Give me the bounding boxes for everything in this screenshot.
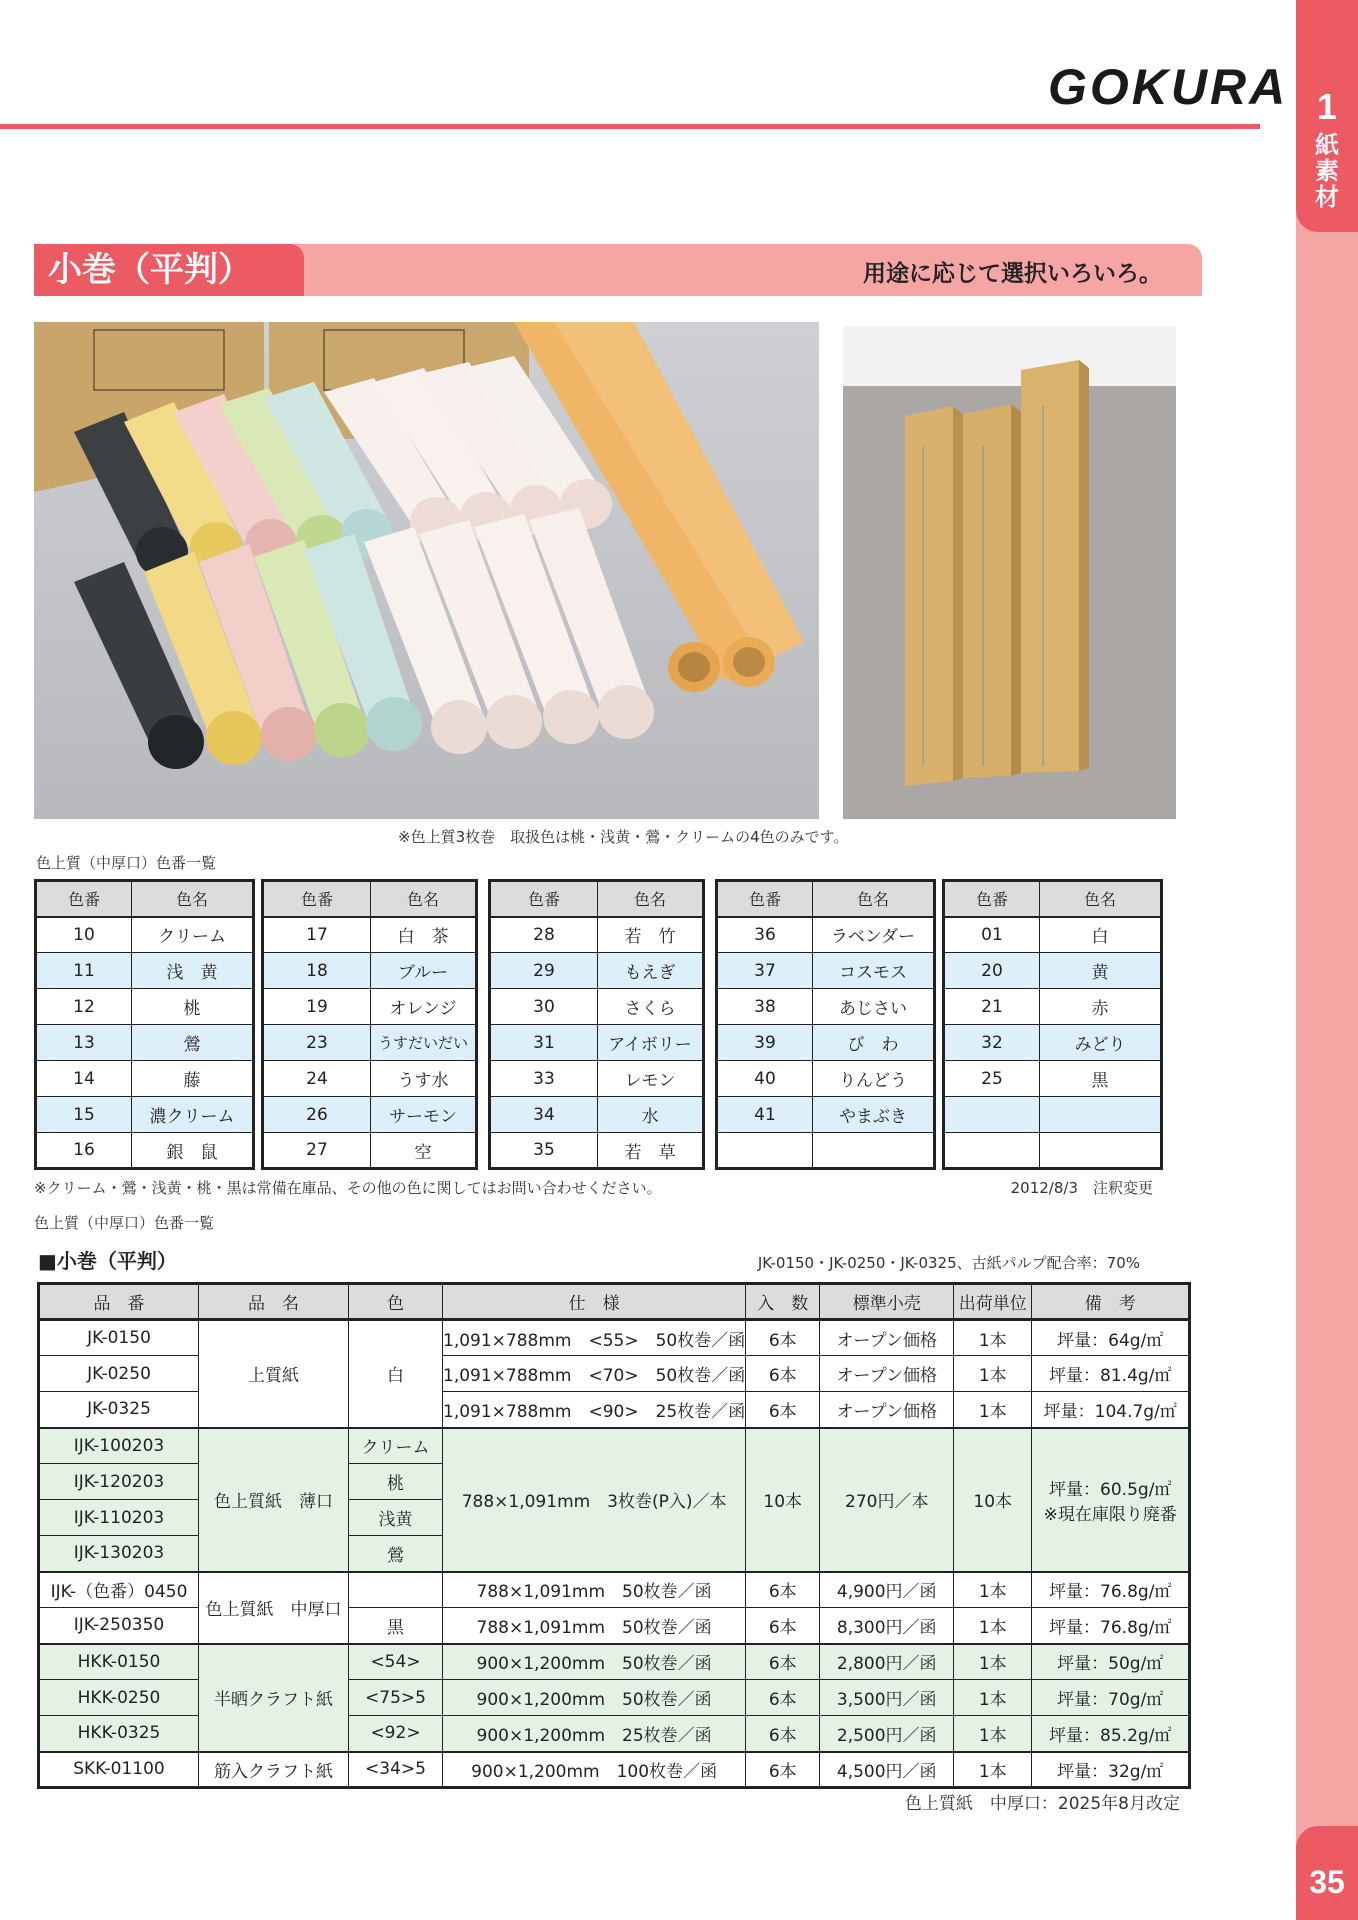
product-color: <92> xyxy=(349,1716,443,1752)
header-spec: 仕 様 xyxy=(443,1284,746,1320)
color-name: オレンジ xyxy=(371,989,477,1025)
product-remark: 坪量：81.4g/㎡ xyxy=(1032,1356,1190,1392)
product-qty: 6本 xyxy=(746,1320,820,1356)
product-unit: 1本 xyxy=(954,1608,1032,1644)
color-name: 白 xyxy=(1040,917,1162,953)
color-no: 39 xyxy=(717,1025,813,1061)
product-remark: 坪量：70g/㎡ xyxy=(1032,1680,1190,1716)
color-no xyxy=(944,1097,1040,1133)
header-color-name: 色名 xyxy=(132,881,254,917)
section-subtitle: 用途に応じて選択いろいろ。 xyxy=(863,261,1162,287)
color-name: さくら xyxy=(598,989,704,1025)
product-qty: 6本 xyxy=(746,1680,820,1716)
color-no: 36 xyxy=(717,917,813,953)
color-no: 14 xyxy=(36,1061,132,1097)
product-remark: 坪量：50g/㎡ xyxy=(1032,1644,1190,1680)
color-name: び わ xyxy=(813,1025,935,1061)
tube-boxes-photo xyxy=(843,326,1176,819)
product-qty: 10本 xyxy=(746,1428,820,1572)
color-no: 29 xyxy=(490,953,598,989)
product-name: 上質紙 xyxy=(199,1320,349,1428)
product-remark: 坪量：76.8g/㎡ xyxy=(1032,1608,1190,1644)
product-code: IJK-130203 xyxy=(39,1536,199,1572)
color-no: 25 xyxy=(944,1061,1040,1097)
color-name: みどり xyxy=(1040,1025,1162,1061)
product-price: 3,500円／函 xyxy=(820,1680,954,1716)
product-unit: 1本 xyxy=(954,1392,1032,1428)
color-table-3 xyxy=(488,879,705,1170)
color-name: 浅 黄 xyxy=(132,953,254,989)
product-unit: 1本 xyxy=(954,1752,1032,1788)
color-name xyxy=(813,1133,935,1169)
product-spec: 1,091×788mm <55> 50枚巻／函 xyxy=(443,1320,746,1356)
header-color-no: 色番 xyxy=(263,881,371,917)
color-name: 黒 xyxy=(1040,1061,1162,1097)
product-color xyxy=(349,1572,443,1608)
color-no: 26 xyxy=(263,1097,371,1133)
color-no: 30 xyxy=(490,989,598,1025)
color-name: 桃 xyxy=(132,989,254,1025)
product-spec: 1,091×788mm <70> 50枚巻／函 xyxy=(443,1356,746,1392)
header-color-no: 色番 xyxy=(490,881,598,917)
color-name: 藤 xyxy=(132,1061,254,1097)
product-spec: 900×1,200mm 25枚巻／函 xyxy=(443,1716,746,1752)
product-qty: 6本 xyxy=(746,1608,820,1644)
color-list-label: 色上質（中厚口）色番一覧 xyxy=(36,854,217,872)
color-name: 鶯 xyxy=(132,1025,254,1061)
section-title: 小巻（平判） xyxy=(34,244,304,296)
product-code: HKK-0325 xyxy=(39,1716,199,1752)
product-qty: 6本 xyxy=(746,1716,820,1752)
color-table-5 xyxy=(942,879,1163,1170)
color-table-2 xyxy=(261,879,478,1170)
stock-note-date: 2012/8/3 注釈変更 xyxy=(1010,1179,1153,1197)
product-table xyxy=(37,1282,1191,1789)
product-unit: 1本 xyxy=(954,1680,1032,1716)
color-name: やまぶき xyxy=(813,1097,935,1133)
product-name: 色上質紙 薄口 xyxy=(199,1428,349,1572)
side-tab xyxy=(1296,0,1358,1920)
color-no: 28 xyxy=(490,917,598,953)
color-no: 35 xyxy=(490,1133,598,1169)
header-code: 品 番 xyxy=(39,1284,199,1320)
product-qty: 6本 xyxy=(746,1644,820,1680)
product-price: 270円／本 xyxy=(820,1428,954,1572)
revision-note: 色上質紙 中厚口：2025年8月改定 xyxy=(904,1794,1180,1814)
color-table-4 xyxy=(715,879,936,1170)
color-name: 白 茶 xyxy=(371,917,477,953)
color-no: 27 xyxy=(263,1133,371,1169)
product-code: SKK-01100 xyxy=(39,1752,199,1788)
header-color-name: 色名 xyxy=(598,881,704,917)
color-name: コスモス xyxy=(813,953,935,989)
color-name: 赤 xyxy=(1040,989,1162,1025)
product-code: HKK-0250 xyxy=(39,1680,199,1716)
product-section-title: ■小巻（平判） xyxy=(38,1249,177,1273)
product-color: 白 xyxy=(349,1320,443,1428)
product-color: 浅黄 xyxy=(349,1500,443,1536)
product-spec: 788×1,091mm 50枚巻／函 xyxy=(443,1572,746,1608)
header-name: 品 名 xyxy=(199,1284,349,1320)
stock-note: ※クリーム・鶯・浅黄・桃・黒は常備在庫品、その他の色に関してはお問い合わせください。 xyxy=(34,1179,662,1197)
remark-discontinued: ※現在庫限り廃番 xyxy=(1043,1504,1177,1525)
chapter-label-char: 紙 xyxy=(1315,131,1339,159)
product-code: IJK-（色番）0450 xyxy=(39,1572,199,1608)
product-qty: 6本 xyxy=(746,1752,820,1788)
color-name: うす水 xyxy=(371,1061,477,1097)
color-name: 濃クリーム xyxy=(132,1097,254,1133)
product-color: 鶯 xyxy=(349,1536,443,1572)
product-code: IJK-100203 xyxy=(39,1428,199,1464)
product-spec: 788×1,091mm 50枚巻／函 xyxy=(443,1608,746,1644)
color-name: うすだいだい xyxy=(371,1025,477,1061)
color-name: アイボリー xyxy=(598,1025,704,1061)
header-color-no: 色番 xyxy=(36,881,132,917)
product-unit: 1本 xyxy=(954,1320,1032,1356)
color-name: サーモン xyxy=(371,1097,477,1133)
product-name: 筋入クラフト紙 xyxy=(199,1752,349,1788)
color-name: 銀 鼠 xyxy=(132,1133,254,1169)
color-name: 空 xyxy=(371,1133,477,1169)
product-code: JK-0250 xyxy=(39,1356,199,1392)
color-no: 41 xyxy=(717,1097,813,1133)
color-no: 32 xyxy=(944,1025,1040,1061)
product-qty: 6本 xyxy=(746,1572,820,1608)
brand-logo: GOKURA xyxy=(1048,59,1289,115)
product-code: IJK-250350 xyxy=(39,1608,199,1644)
product-spec: 1,091×788mm <90> 25枚巻／函 xyxy=(443,1392,746,1428)
product-color: クリーム xyxy=(349,1428,443,1464)
color-no: 23 xyxy=(263,1025,371,1061)
product-spec: 900×1,200mm 50枚巻／函 xyxy=(443,1644,746,1680)
remark-weight: 坪量：60.5g/㎡ xyxy=(1049,1479,1172,1500)
product-price: 2,800円／函 xyxy=(820,1644,954,1680)
header-color: 色 xyxy=(349,1284,443,1320)
color-no: 16 xyxy=(36,1133,132,1169)
header-color-no: 色番 xyxy=(944,881,1040,917)
product-price: 4,900円／函 xyxy=(820,1572,954,1608)
color-no: 11 xyxy=(36,953,132,989)
color-no: 37 xyxy=(717,953,813,989)
header-qty: 入 数 xyxy=(746,1284,820,1320)
product-price: 4,500円／函 xyxy=(820,1752,954,1788)
chapter-number: 1 xyxy=(1316,86,1338,127)
product-qty: 6本 xyxy=(746,1356,820,1392)
chapter-label-text xyxy=(1296,132,1358,210)
product-unit: 1本 xyxy=(954,1644,1032,1680)
product-remark: 坪量：64g/㎡ xyxy=(1032,1320,1190,1356)
header-color-no: 色番 xyxy=(717,881,813,917)
header-price: 標準小売 xyxy=(820,1284,954,1320)
product-color: <34>5 xyxy=(349,1752,443,1788)
product-remark: 坪量：104.7g/㎡ xyxy=(1032,1392,1190,1428)
product-code: IJK-120203 xyxy=(39,1464,199,1500)
header-rule xyxy=(0,124,1260,129)
color-no: 21 xyxy=(944,989,1040,1025)
color-name: もえぎ xyxy=(598,953,704,989)
product-color: <54> xyxy=(349,1644,443,1680)
color-name xyxy=(1040,1133,1162,1169)
product-name: 色上質紙 中厚口 xyxy=(199,1572,349,1644)
product-unit: 1本 xyxy=(954,1716,1032,1752)
color-name: 若 竹 xyxy=(598,917,704,953)
photo-caption: ※色上質3枚巻 取扱色は桃・浅黄・鶯・クリームの4色のみです。 xyxy=(398,828,849,846)
product-spec: 900×1,200mm 50枚巻／函 xyxy=(443,1680,746,1716)
product-color: 黒 xyxy=(349,1608,443,1644)
color-name: りんどう xyxy=(813,1061,935,1097)
product-remark: 坪量：76.8g/㎡ xyxy=(1032,1572,1190,1608)
header-unit: 出荷単位 xyxy=(954,1284,1032,1320)
color-no: 15 xyxy=(36,1097,132,1133)
color-list-label-2: 色上質（中厚口）色番一覧 xyxy=(34,1214,215,1232)
product-unit: 10本 xyxy=(954,1428,1032,1572)
product-color: 桃 xyxy=(349,1464,443,1500)
color-no: 17 xyxy=(263,917,371,953)
product-price: オープン価格 xyxy=(820,1392,954,1428)
color-no: 19 xyxy=(263,989,371,1025)
product-remark: 坪量：32g/㎡ xyxy=(1032,1752,1190,1788)
color-name: ブルー xyxy=(371,953,477,989)
product-price: 8,300円／函 xyxy=(820,1608,954,1644)
header-remark: 備 考 xyxy=(1032,1284,1190,1320)
color-name xyxy=(1040,1097,1162,1133)
page-number: 35 xyxy=(1309,1864,1345,1900)
header-color-name: 色名 xyxy=(371,881,477,917)
chapter-label xyxy=(1296,132,1358,210)
product-section-note: JK-0150・JK-0250・JK-0325、古紙パルプ配合率：70% xyxy=(757,1254,1140,1272)
chapter-label-char: 素 xyxy=(1315,157,1339,185)
color-table-1 xyxy=(34,879,255,1170)
product-spec: 900×1,200mm 100枚巻／函 xyxy=(443,1752,746,1788)
color-no: 13 xyxy=(36,1025,132,1061)
color-name: ラベンダー xyxy=(813,917,935,953)
product-unit: 1本 xyxy=(954,1356,1032,1392)
color-no: 24 xyxy=(263,1061,371,1097)
header-color-name: 色名 xyxy=(1040,881,1162,917)
product-spec: 788×1,091mm 3枚巻(P入)／本 xyxy=(443,1428,746,1572)
color-name: 黄 xyxy=(1040,953,1162,989)
color-no: 33 xyxy=(490,1061,598,1097)
header-color-name: 色名 xyxy=(813,881,935,917)
product-remark xyxy=(1032,1428,1190,1572)
color-no: 01 xyxy=(944,917,1040,953)
color-name: 若 草 xyxy=(598,1133,704,1169)
color-no: 12 xyxy=(36,989,132,1025)
product-remark: 坪量：85.2g/㎡ xyxy=(1032,1716,1190,1752)
color-no: 38 xyxy=(717,989,813,1025)
color-no: 31 xyxy=(490,1025,598,1061)
color-no xyxy=(944,1133,1040,1169)
product-code: JK-0150 xyxy=(39,1320,199,1356)
color-no: 18 xyxy=(263,953,371,989)
product-name: 半晒クラフト紙 xyxy=(199,1644,349,1752)
color-no: 10 xyxy=(36,917,132,953)
product-unit: 1本 xyxy=(954,1572,1032,1608)
color-name: 水 xyxy=(598,1097,704,1133)
color-no: 34 xyxy=(490,1097,598,1133)
product-price: 2,500円／函 xyxy=(820,1716,954,1752)
color-name: あじさい xyxy=(813,989,935,1025)
product-price: オープン価格 xyxy=(820,1320,954,1356)
product-qty: 6本 xyxy=(746,1392,820,1428)
product-color: <75>5 xyxy=(349,1680,443,1716)
product-price: オープン価格 xyxy=(820,1356,954,1392)
chapter-label-char: 材 xyxy=(1315,183,1339,211)
color-no xyxy=(717,1133,813,1169)
color-no: 20 xyxy=(944,953,1040,989)
product-code: JK-0325 xyxy=(39,1392,199,1428)
product-code: HKK-0150 xyxy=(39,1644,199,1680)
paper-rolls-photo xyxy=(34,322,819,819)
product-code: IJK-110203 xyxy=(39,1500,199,1536)
color-no: 40 xyxy=(717,1061,813,1097)
color-name: クリーム xyxy=(132,917,254,953)
color-name: レモン xyxy=(598,1061,704,1097)
